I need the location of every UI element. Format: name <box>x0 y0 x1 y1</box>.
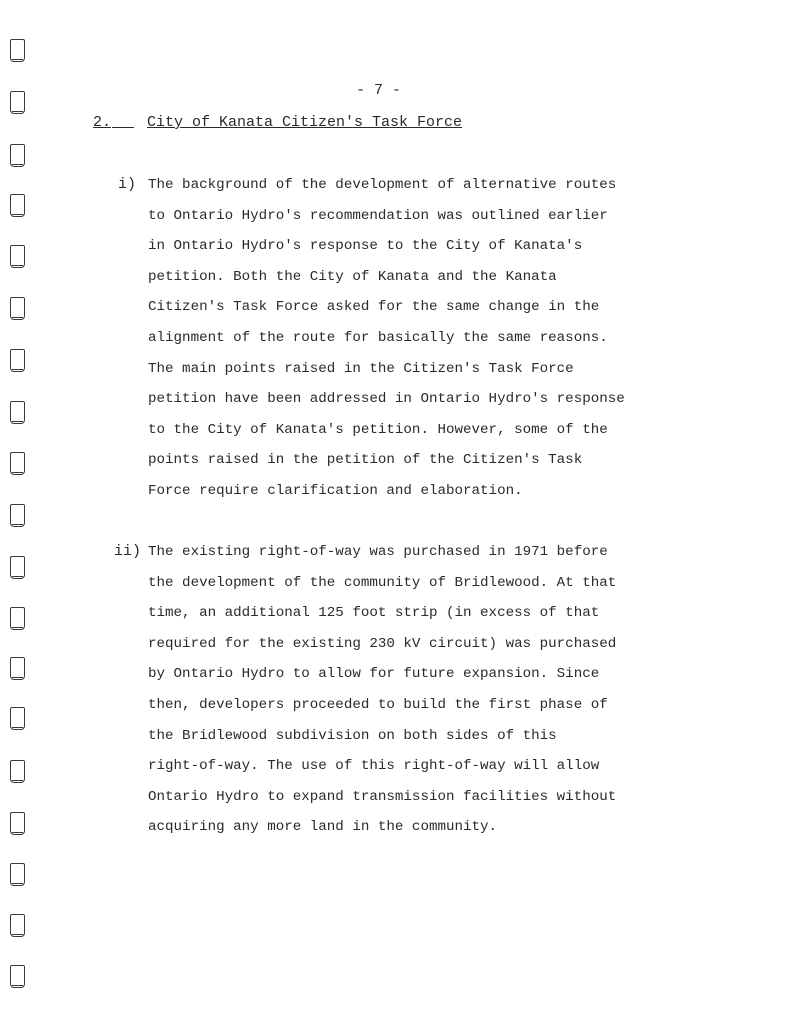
binder-hole <box>10 349 25 372</box>
binder-hole <box>10 914 25 937</box>
binder-hole <box>10 657 25 680</box>
binder-hole-strip <box>0 0 40 1024</box>
paragraph-line: The main points raised in the Citizen's Task Force <box>148 360 574 377</box>
paragraph-line: Force require clarification and elaboration. <box>148 482 523 499</box>
paragraph-line: alignment of the route for basically the same reasons. <box>148 329 608 346</box>
section-number-text: 2. <box>93 114 112 131</box>
paragraph-line: to the City of Kanata's petition. However, some of the <box>148 421 608 438</box>
paragraph-line: right-of-way. The use of this right-of-way will allow <box>148 758 600 775</box>
binder-hole <box>10 39 25 62</box>
binder-hole <box>10 556 25 579</box>
paragraph-line: The existing right-of-way was purchased in 1971 before <box>148 544 608 560</box>
paragraph-line: to Ontario Hydro's recommendation was outlined earlier <box>148 207 608 224</box>
binder-hole <box>10 965 25 988</box>
paragraph-line: then, developers proceeded to build the first phase of <box>148 696 608 713</box>
section-number <box>93 114 134 131</box>
binder-hole <box>10 401 25 424</box>
binder-hole <box>10 452 25 475</box>
paragraph-line: the Bridlewood subdivision on both sides of this <box>148 727 557 744</box>
binder-hole <box>10 245 25 268</box>
paragraph-line: points raised in the petition of the Citizen's Task <box>148 452 583 469</box>
paragraph-line: petition. Both the City of Kanata and the Kanata <box>148 268 557 285</box>
paragraph-line: time, an additional 125 foot strip (in excess of that <box>148 605 600 622</box>
paragraph-line: by Ontario Hydro to allow for future expansion. Since <box>148 666 600 683</box>
paragraph-line: The background of the development of alternative routes <box>148 177 617 193</box>
paragraph-i <box>148 170 668 507</box>
paragraph-line: acquiring any more land in the community. <box>148 819 498 836</box>
binder-hole <box>10 194 25 217</box>
binder-hole <box>10 297 25 320</box>
binder-hole <box>10 144 25 167</box>
paragraph-line: petition have been addressed in Ontario Hydro's response <box>148 391 625 408</box>
paragraph-line: the development of the community of Bridlewood. At that <box>148 574 617 591</box>
binder-hole <box>10 707 25 730</box>
binder-hole <box>10 812 25 835</box>
binder-hole <box>10 607 25 630</box>
paragraph-line: in Ontario Hydro's response to the City of Kanata's <box>148 238 583 255</box>
binder-hole <box>10 863 25 886</box>
paragraph-line: Citizen's Task Force asked for the same change in the <box>148 299 600 316</box>
binder-hole <box>10 91 25 114</box>
section-number-underline <box>112 127 134 128</box>
paragraph-line: required for the existing 230 kV circuit) was purchased <box>148 635 617 652</box>
binder-hole <box>10 760 25 783</box>
item-label-i: i) <box>118 176 137 193</box>
paragraph-ii <box>148 537 668 843</box>
paragraph-line: Ontario Hydro to expand transmission facilities without <box>148 788 617 805</box>
item-label-ii: ii) <box>114 543 142 560</box>
page-number: - 7 - <box>356 82 402 99</box>
section-title: City of Kanata Citizen's Task Force <box>147 114 463 131</box>
binder-hole <box>10 504 25 527</box>
